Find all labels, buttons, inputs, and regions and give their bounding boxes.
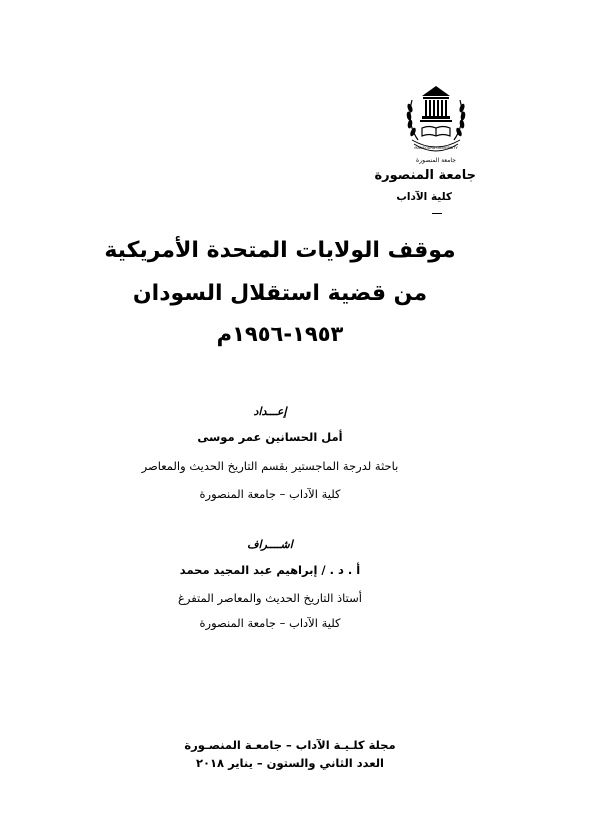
divider bbox=[432, 213, 442, 214]
author-title: باحثة لدرجة الماجستير بقسم التاريخ الحديث والمعاصر bbox=[141, 459, 399, 473]
university-name: جامعة المنصورة bbox=[374, 168, 476, 183]
faculty-name: كلية الآداب bbox=[396, 191, 452, 203]
author-affiliation: كلية الآداب – جامعة المنصورة bbox=[199, 487, 341, 501]
supervisor-name: أ . د . / إبراهيم عبد المجيد محمد bbox=[179, 563, 361, 577]
svg-text:MANSOURA UNIVERSITY: MANSOURA UNIVERSITY bbox=[414, 146, 458, 150]
title-line-2: من قضية استقلال السودان bbox=[132, 281, 428, 306]
journal-issue: العدد الثاني والستون – يناير ٢٠١٨ bbox=[196, 756, 384, 770]
university-logo-icon bbox=[398, 78, 474, 166]
supervisor-affiliation: كلية الآداب – جامعة المنصورة bbox=[199, 616, 341, 630]
svg-text:جامعة المنصورة: جامعة المنصورة bbox=[416, 157, 456, 164]
title-years: ١٩٥٣-١٩٥٦م bbox=[216, 322, 344, 346]
supervision-label: اشــــراف bbox=[247, 538, 293, 551]
journal-name: مجلة كلـيـة الآداب – جامعـة المنصـورة bbox=[184, 738, 396, 752]
supervisor-title: أستاذ التاريخ الحديث والمعاصر المتفرغ bbox=[178, 591, 362, 605]
prepared-by-label: إعـــداد bbox=[253, 405, 287, 418]
author-name: أمل الحسانين عمر موسى bbox=[197, 430, 343, 444]
title-line-1: موقف الولايات المتحدة الأمريكية bbox=[104, 238, 456, 263]
university-block bbox=[276, 167, 476, 205]
